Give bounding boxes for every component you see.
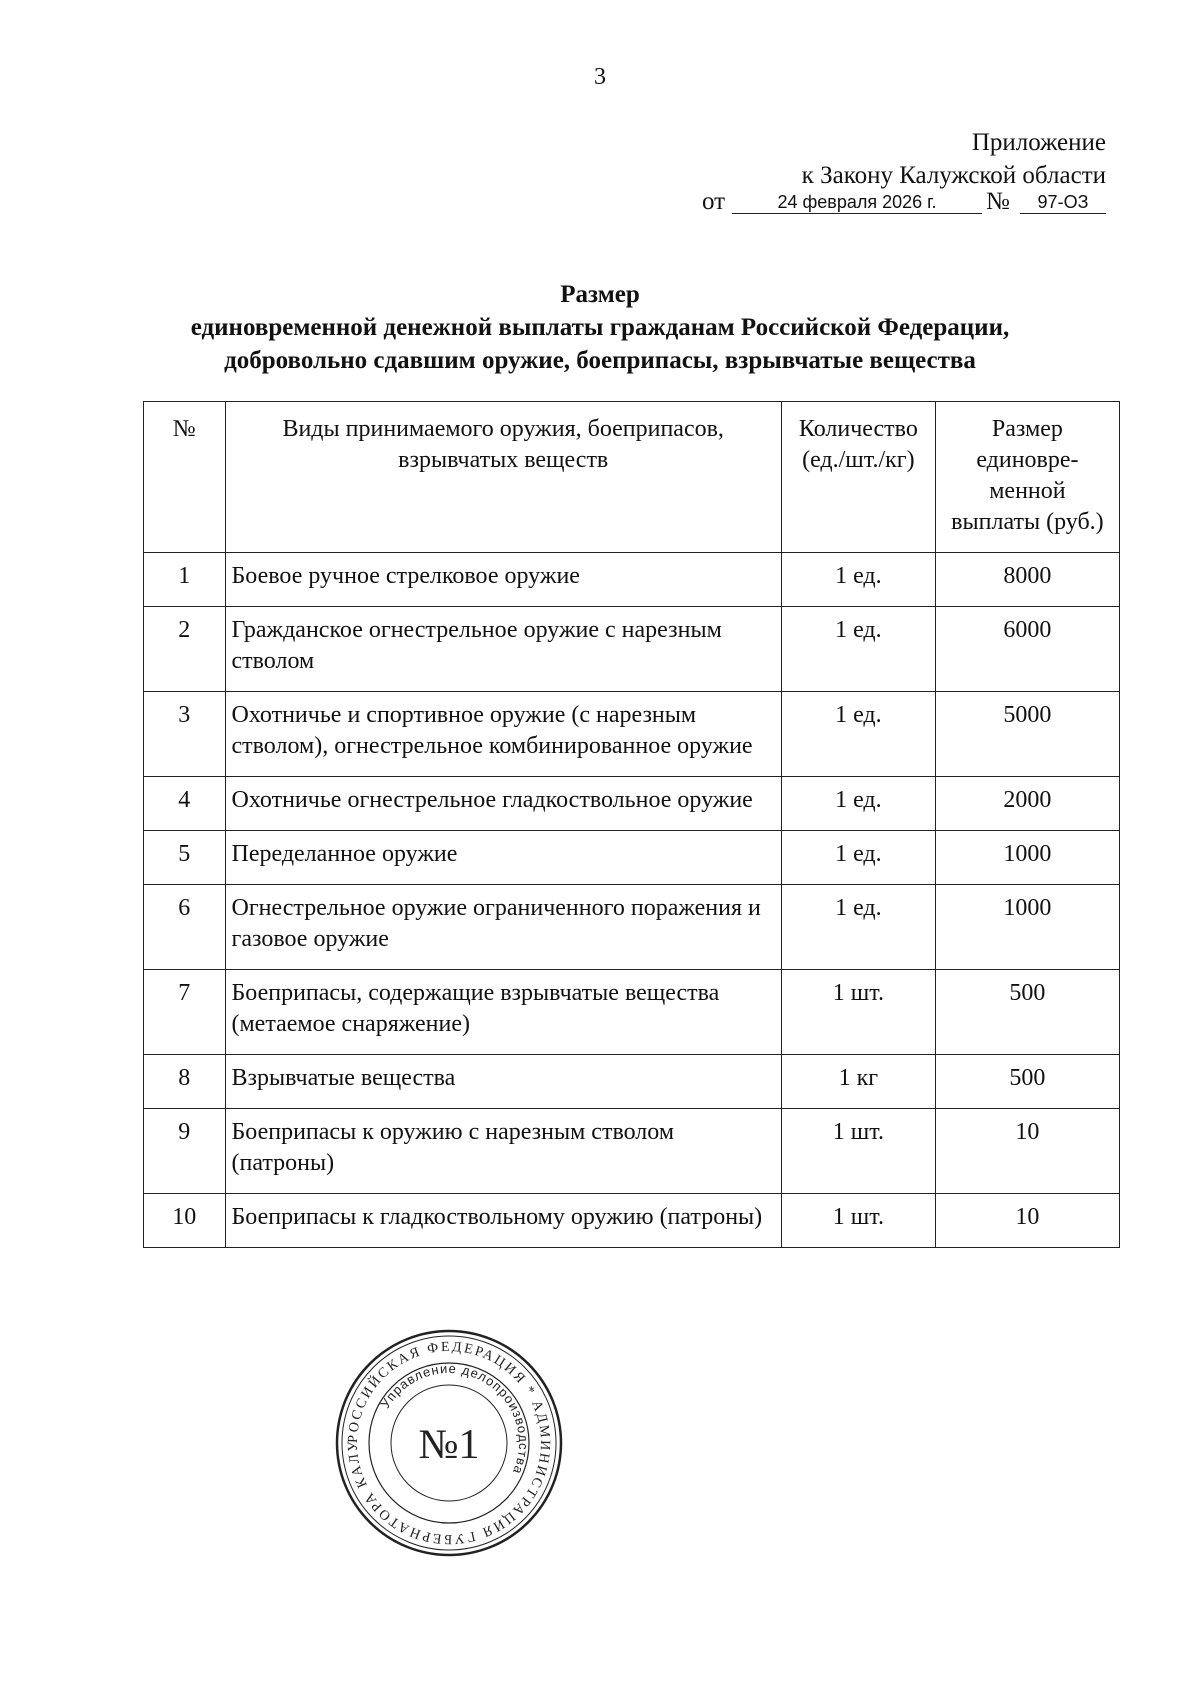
table-row <box>144 1194 1120 1248</box>
row-payment: 10 <box>935 1194 1119 1248</box>
seal-outer-text: РОССИЙСКАЯ ФЕДЕРАЦИЯ * АДМИНИСТРАЦИЯ ГУБЕРНАТОРА КАЛУ <box>345 1339 553 1547</box>
table-row <box>144 885 1120 970</box>
law-number: 97-ОЗ <box>1020 192 1106 214</box>
row-quantity: 1 шт. <box>781 1194 935 1248</box>
row-payment: 6000 <box>935 607 1119 692</box>
header-kind: Виды принимаемого оружия, боеприпасов, взрывчатых веществ <box>225 402 781 553</box>
law-date: 24 февраля 2026 г. <box>732 192 982 214</box>
table-row <box>144 777 1120 831</box>
seal-graphic <box>334 1328 564 1558</box>
row-payment: 500 <box>935 970 1119 1055</box>
row-kind: Огнестрельное оружие ограниченного поражения и газовое оружие <box>225 885 781 970</box>
row-no: 9 <box>144 1109 226 1194</box>
row-no: 2 <box>144 607 226 692</box>
official-seal <box>334 1328 564 1558</box>
row-kind: Боеприпасы к гладкоствольному оружию (патроны) <box>225 1194 781 1248</box>
title-line-3: добровольно сдавшим оружие, боеприпасы, взрывчатые вещества <box>224 347 976 374</box>
title-line-2: единовременной денежной выплаты гражданам Российской Федерации, <box>190 314 1010 341</box>
row-quantity: 1 шт. <box>781 1109 935 1194</box>
row-no: 6 <box>144 885 226 970</box>
appendix-law: к Закону Калужской области <box>801 162 1106 189</box>
row-no: 1 <box>144 553 226 607</box>
table-row <box>144 553 1120 607</box>
title-line-1: Размер <box>560 281 640 308</box>
row-kind: Гражданское огнестрельное оружие с нарезным стволом <box>225 607 781 692</box>
row-kind: Боевое ручное стрелковое оружие <box>225 553 781 607</box>
row-no: 8 <box>144 1055 226 1109</box>
page-number: 3 <box>594 64 606 90</box>
row-quantity: 1 ед. <box>781 607 935 692</box>
row-no: 7 <box>144 970 226 1055</box>
row-kind: Переделанное оружие <box>225 831 781 885</box>
row-quantity: 1 ед. <box>781 831 935 885</box>
row-no: 5 <box>144 831 226 885</box>
header-payment: Размер единовре-менной выплаты (руб.) <box>935 402 1119 553</box>
table-row <box>144 1055 1120 1109</box>
row-payment: 2000 <box>935 777 1119 831</box>
row-quantity: 1 ед. <box>781 692 935 777</box>
seal-inner-text: Управление делопроизводства <box>377 1360 532 1477</box>
row-payment: 10 <box>935 1109 1119 1194</box>
table-header-row <box>144 402 1120 553</box>
from-label: от <box>702 188 726 215</box>
document-title <box>0 278 1200 377</box>
appendix-title: Приложение <box>971 129 1106 156</box>
row-no: 3 <box>144 692 226 777</box>
table-row <box>144 692 1120 777</box>
row-quantity: 1 шт. <box>781 970 935 1055</box>
row-payment: 5000 <box>935 692 1119 777</box>
table-row <box>144 970 1120 1055</box>
row-kind: Охотничье и спортивное оружие (с нарезным стволом), огнестрельное комбинированное оружие <box>225 692 781 777</box>
row-kind: Боеприпасы к оружию с нарезным стволом (патроны) <box>225 1109 781 1194</box>
payments-table <box>143 401 1120 1248</box>
table-row <box>144 607 1120 692</box>
row-quantity: 1 ед. <box>781 777 935 831</box>
seal-center-number: №1 <box>418 1422 480 1468</box>
row-quantity: 1 ед. <box>781 553 935 607</box>
header-quantity: Количество (ед./шт./кг) <box>781 402 935 553</box>
row-no: 4 <box>144 777 226 831</box>
row-quantity: 1 кг <box>781 1055 935 1109</box>
table-row <box>144 831 1120 885</box>
row-kind: Взрывчатые вещества <box>225 1055 781 1109</box>
row-no: 10 <box>144 1194 226 1248</box>
appendix-header <box>802 126 1106 192</box>
header-no: № <box>144 402 226 553</box>
row-payment: 1000 <box>935 885 1119 970</box>
table-row <box>144 1109 1120 1194</box>
law-reference <box>702 188 1106 218</box>
row-payment: 500 <box>935 1055 1119 1109</box>
row-kind: Охотничье огнестрельное гладкоствольное оружие <box>225 777 781 831</box>
row-kind: Боеприпасы, содержащие взрывчатые вещества (метаемое снаряжение) <box>225 970 781 1055</box>
row-payment: 1000 <box>935 831 1119 885</box>
row-quantity: 1 ед. <box>781 885 935 970</box>
number-label: № <box>986 188 1010 215</box>
row-payment: 8000 <box>935 553 1119 607</box>
